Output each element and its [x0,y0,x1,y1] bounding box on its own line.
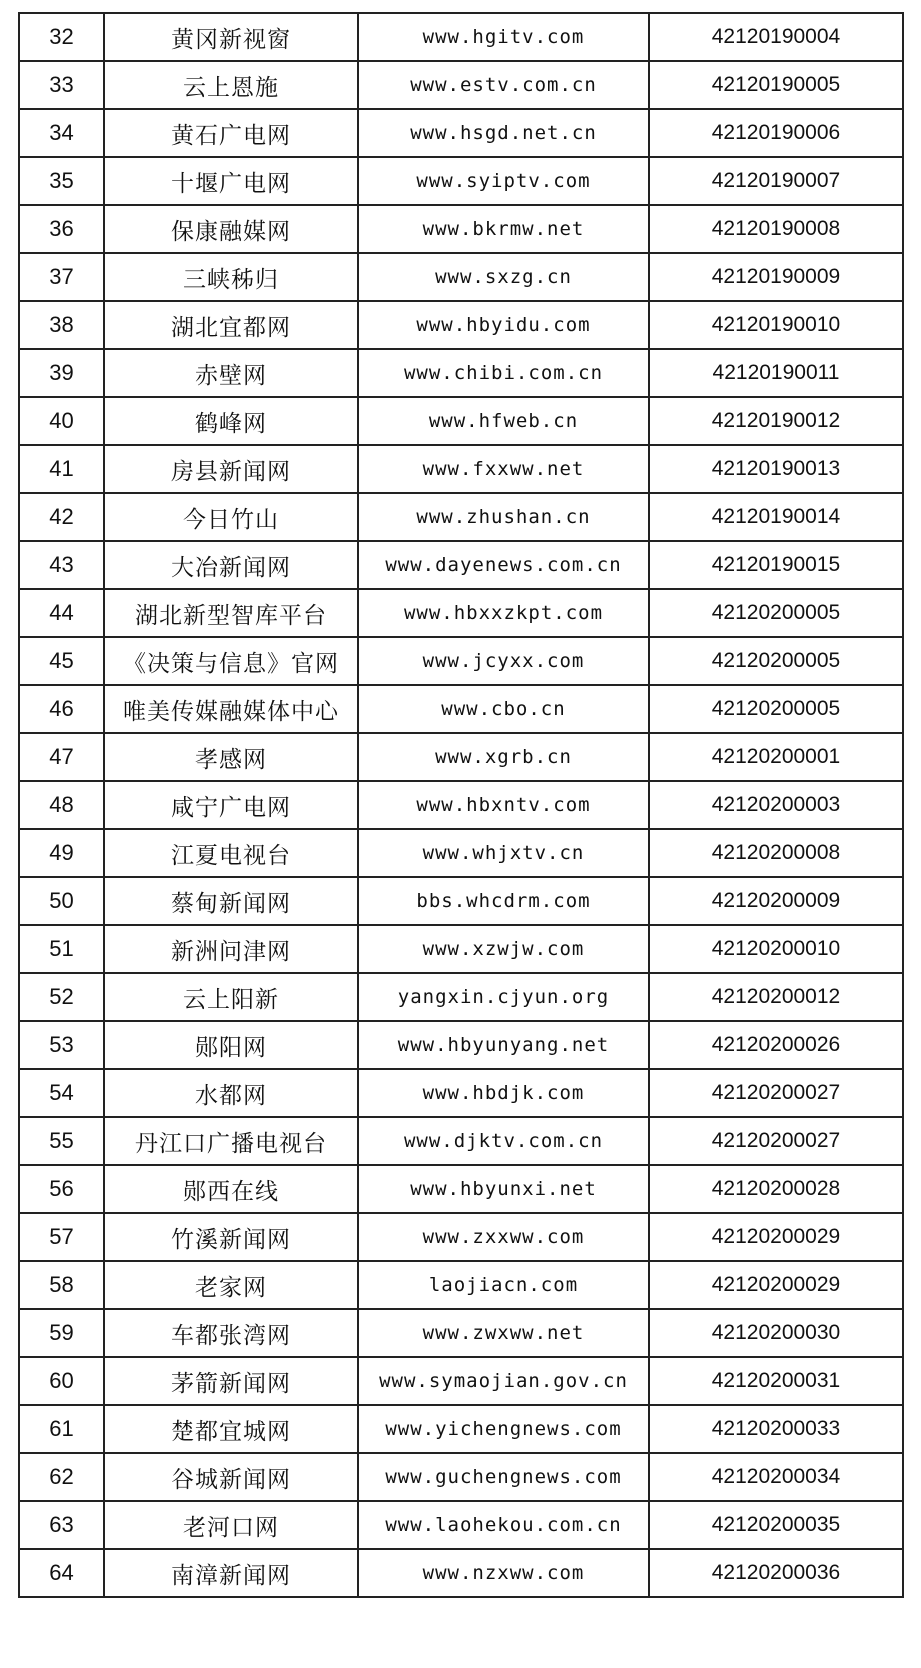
site-name-cell: 老家网 [104,1261,358,1309]
row-number-cell: 32 [19,13,104,61]
registration-code-cell: 42120190004 [649,13,903,61]
registration-code-cell: 42120200034 [649,1453,903,1501]
site-name-cell: 丹江口广播电视台 [104,1117,358,1165]
table-row [19,1405,903,1453]
site-name-cell: 竹溪新闻网 [104,1213,358,1261]
table-row [19,1357,903,1405]
row-number-cell: 38 [19,301,104,349]
table-row [19,61,903,109]
row-number-cell: 39 [19,349,104,397]
site-name-cell: 南漳新闻网 [104,1549,358,1597]
site-url-cell: www.zhushan.cn [358,493,649,541]
site-url-cell: www.hbyunxi.net [358,1165,649,1213]
site-url-cell: www.fxxww.net [358,445,649,493]
site-url-cell: www.yichengnews.com [358,1405,649,1453]
site-name-cell: 郧西在线 [104,1165,358,1213]
registration-code-cell: 42120200029 [649,1261,903,1309]
table-row [19,781,903,829]
row-number-cell: 44 [19,589,104,637]
row-number-cell: 48 [19,781,104,829]
registration-code-cell: 42120190006 [649,109,903,157]
site-url-cell: www.zwxww.net [358,1309,649,1357]
table-row [19,349,903,397]
table-row [19,445,903,493]
table-body [19,13,903,1597]
site-name-cell: 保康融媒网 [104,205,358,253]
table-row [19,1213,903,1261]
site-url-cell: www.sxzg.cn [358,253,649,301]
registration-code-cell: 42120200005 [649,685,903,733]
site-name-cell: 茅箭新闻网 [104,1357,358,1405]
row-number-cell: 57 [19,1213,104,1261]
registration-code-cell: 42120200012 [649,973,903,1021]
row-number-cell: 35 [19,157,104,205]
site-name-cell: 新洲问津网 [104,925,358,973]
site-name-cell: 湖北宜都网 [104,301,358,349]
site-url-cell: www.hbxntv.com [358,781,649,829]
table-row [19,829,903,877]
site-name-cell: 房县新闻网 [104,445,358,493]
registration-code-cell: 42120190012 [649,397,903,445]
site-url-cell: www.hbxxzkpt.com [358,589,649,637]
table-row [19,253,903,301]
registration-code-cell: 42120200010 [649,925,903,973]
site-url-cell: www.cbo.cn [358,685,649,733]
registration-code-cell: 42120190015 [649,541,903,589]
row-number-cell: 56 [19,1165,104,1213]
table-row [19,589,903,637]
table-row [19,1117,903,1165]
table-row [19,1309,903,1357]
site-url-cell: www.xgrb.cn [358,733,649,781]
table-row [19,301,903,349]
table-row [19,157,903,205]
registration-code-cell: 42120200027 [649,1069,903,1117]
site-name-cell: 水都网 [104,1069,358,1117]
site-name-cell: 《决策与信息》官网 [104,637,358,685]
row-number-cell: 52 [19,973,104,1021]
row-number-cell: 36 [19,205,104,253]
row-number-cell: 60 [19,1357,104,1405]
site-name-cell: 十堰广电网 [104,157,358,205]
site-url-cell: www.jcyxx.com [358,637,649,685]
table-row [19,493,903,541]
table-row [19,1021,903,1069]
table-row [19,1549,903,1597]
site-name-cell: 黄冈新视窗 [104,13,358,61]
site-name-cell: 江夏电视台 [104,829,358,877]
site-name-cell: 三峡秭归 [104,253,358,301]
site-name-cell: 湖北新型智库平台 [104,589,358,637]
table-row [19,1453,903,1501]
site-url-cell: www.estv.com.cn [358,61,649,109]
site-name-cell: 大冶新闻网 [104,541,358,589]
registration-code-cell: 42120190008 [649,205,903,253]
site-url-cell: www.hbdjk.com [358,1069,649,1117]
site-url-cell: www.laohekou.com.cn [358,1501,649,1549]
registration-code-cell: 42120190007 [649,157,903,205]
table-row [19,109,903,157]
registration-code-cell: 42120200005 [649,589,903,637]
registration-code-cell: 42120190009 [649,253,903,301]
site-url-cell: www.hsgd.net.cn [358,109,649,157]
site-name-cell: 楚都宜城网 [104,1405,358,1453]
registration-code-cell: 42120200028 [649,1165,903,1213]
registration-code-cell: 42120200008 [649,829,903,877]
table-row [19,1165,903,1213]
row-number-cell: 53 [19,1021,104,1069]
table-row [19,1261,903,1309]
site-url-cell: laojiacn.com [358,1261,649,1309]
site-url-cell: www.hbyunyang.net [358,1021,649,1069]
table-row [19,973,903,1021]
site-url-cell: www.whjxtv.cn [358,829,649,877]
site-name-cell: 黄石广电网 [104,109,358,157]
row-number-cell: 64 [19,1549,104,1597]
site-url-cell: www.chibi.com.cn [358,349,649,397]
row-number-cell: 41 [19,445,104,493]
table-row [19,637,903,685]
table-row [19,1501,903,1549]
registration-code-cell: 42120200036 [649,1549,903,1597]
site-url-cell: www.bkrmw.net [358,205,649,253]
registration-code-cell: 42120200031 [649,1357,903,1405]
registration-code-cell: 42120200033 [649,1405,903,1453]
site-url-cell: www.xzwjw.com [358,925,649,973]
table-row [19,925,903,973]
row-number-cell: 62 [19,1453,104,1501]
registration-code-cell: 42120190013 [649,445,903,493]
registration-code-cell: 42120190010 [649,301,903,349]
registration-code-cell: 42120200005 [649,637,903,685]
site-name-cell: 车都张湾网 [104,1309,358,1357]
site-name-cell: 咸宁广电网 [104,781,358,829]
registration-code-cell: 42120190005 [649,61,903,109]
website-registry-table [18,12,904,1598]
row-number-cell: 40 [19,397,104,445]
registration-code-cell: 42120200003 [649,781,903,829]
table-row [19,1069,903,1117]
row-number-cell: 34 [19,109,104,157]
row-number-cell: 54 [19,1069,104,1117]
site-url-cell: www.syiptv.com [358,157,649,205]
row-number-cell: 51 [19,925,104,973]
site-url-cell: bbs.whcdrm.com [358,877,649,925]
site-name-cell: 今日竹山 [104,493,358,541]
site-name-cell: 鹤峰网 [104,397,358,445]
row-number-cell: 33 [19,61,104,109]
table-row [19,397,903,445]
registration-code-cell: 42120200009 [649,877,903,925]
registration-code-cell: 42120200030 [649,1309,903,1357]
table-row [19,685,903,733]
site-name-cell: 谷城新闻网 [104,1453,358,1501]
site-url-cell: www.symaojian.gov.cn [358,1357,649,1405]
table-row [19,541,903,589]
row-number-cell: 45 [19,637,104,685]
table-row [19,733,903,781]
site-url-cell: www.nzxww.com [358,1549,649,1597]
site-url-cell: www.guchengnews.com [358,1453,649,1501]
site-url-cell: yangxin.cjyun.org [358,973,649,1021]
site-url-cell: www.dayenews.com.cn [358,541,649,589]
site-name-cell: 郧阳网 [104,1021,358,1069]
site-name-cell: 孝感网 [104,733,358,781]
row-number-cell: 43 [19,541,104,589]
row-number-cell: 37 [19,253,104,301]
site-name-cell: 云上阳新 [104,973,358,1021]
table-row [19,877,903,925]
registration-code-cell: 42120200029 [649,1213,903,1261]
row-number-cell: 55 [19,1117,104,1165]
registration-code-cell: 42120190014 [649,493,903,541]
row-number-cell: 49 [19,829,104,877]
site-name-cell: 唯美传媒融媒体中心 [104,685,358,733]
registration-code-cell: 42120190011 [649,349,903,397]
row-number-cell: 59 [19,1309,104,1357]
registration-code-cell: 42120200026 [649,1021,903,1069]
site-name-cell: 老河口网 [104,1501,358,1549]
registration-code-cell: 42120200001 [649,733,903,781]
table-row [19,205,903,253]
row-number-cell: 61 [19,1405,104,1453]
row-number-cell: 46 [19,685,104,733]
row-number-cell: 63 [19,1501,104,1549]
site-name-cell: 云上恩施 [104,61,358,109]
row-number-cell: 58 [19,1261,104,1309]
site-url-cell: www.hgitv.com [358,13,649,61]
table-row [19,13,903,61]
site-name-cell: 蔡甸新闻网 [104,877,358,925]
site-url-cell: www.hfweb.cn [358,397,649,445]
row-number-cell: 47 [19,733,104,781]
registration-code-cell: 42120200035 [649,1501,903,1549]
site-url-cell: www.zxxww.com [358,1213,649,1261]
site-url-cell: www.djktv.com.cn [358,1117,649,1165]
site-url-cell: www.hbyidu.com [358,301,649,349]
row-number-cell: 50 [19,877,104,925]
registration-code-cell: 42120200027 [649,1117,903,1165]
row-number-cell: 42 [19,493,104,541]
site-name-cell: 赤壁网 [104,349,358,397]
